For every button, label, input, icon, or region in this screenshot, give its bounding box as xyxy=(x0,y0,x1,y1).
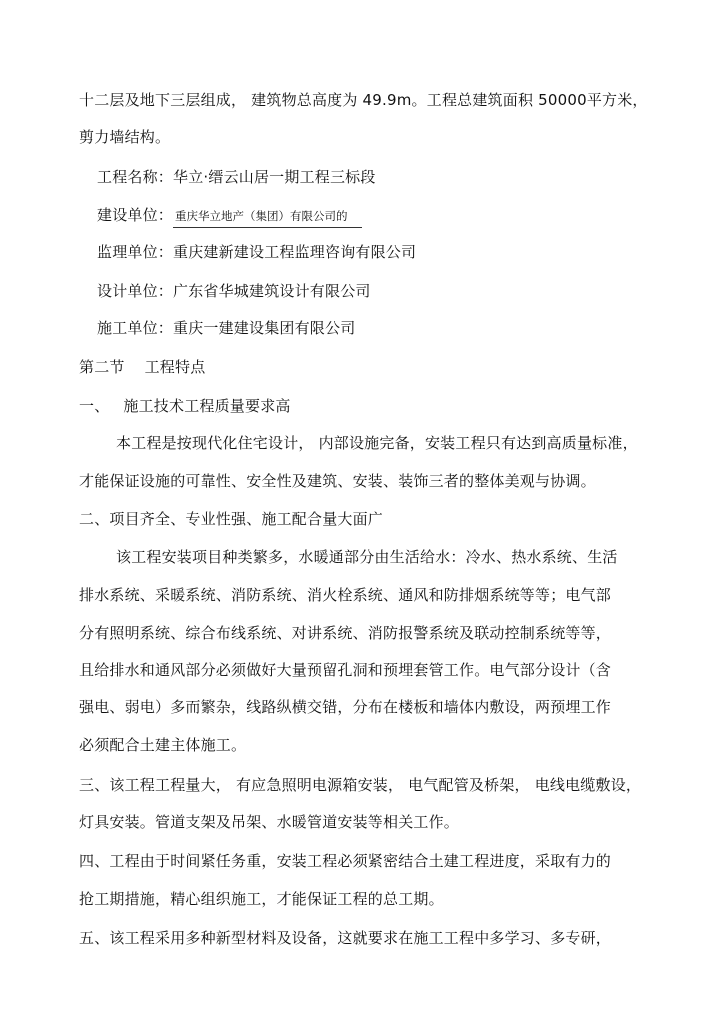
item-heading: 二、项目齐全、专业性强、施工配合量大面广 xyxy=(79,510,384,528)
paragraph-line: 分有照明系统、综合布线系统、对讲系统、消防报警系统及联动控制系统等等， xyxy=(79,624,612,642)
item-heading: 四、工程由于时间紧任务重，安装工程必须紧密结合土建工程进度，采取有力的 xyxy=(79,852,612,870)
project-name-line: 工程名称：华立·缙云山居一期工程三标段 xyxy=(97,168,376,186)
paragraph-line: 剪力墙结构。 xyxy=(79,128,171,146)
designer-line: 设计单位：广东省华城建筑设计有限公司 xyxy=(97,282,371,300)
paragraph-line: 抢工期措施，精心组织施工，才能保证工程的总工期。 xyxy=(79,890,444,908)
paragraph-line: 本工程是按现代化住宅设计， 内部设施完备，安装工程只有达到高质量标准， xyxy=(116,434,638,452)
item-heading: 三、该工程工程量大， 有应急照明电源箱安装， 电气配管及桥架， 电线电缆敷设， xyxy=(79,776,642,794)
builder-label: 建设单位： xyxy=(97,206,174,224)
paragraph-line: 灯具安装。管道支架及吊架、水暖管道安装等相关工作。 xyxy=(79,813,460,831)
paragraph-line: 且给排水和通风部分必须做好大量预留孔洞和预埋套管工作。电气部分设计（含 xyxy=(79,661,612,679)
section-title: 工程特点 xyxy=(144,358,206,376)
paragraph-line: 该工程安装项目种类繁多，水暖通部分由生活给水：冷水、热水系统、生活 xyxy=(116,548,618,566)
item-title: 施工技术工程质量要求高 xyxy=(123,397,291,415)
section-number: 第二节 xyxy=(79,358,125,376)
paragraph-line: 十二层及地下三层组成， 建筑物总高度为 49.9m。工程总建筑面积 50000平方米， xyxy=(79,91,648,109)
paragraph-line: 排水系统、采暖系统、消防系统、消火栓系统、通风和防排烟系统等等；电气部 xyxy=(79,586,612,604)
item-heading xyxy=(79,396,291,416)
item-number: 一、 xyxy=(79,397,110,415)
section-heading xyxy=(79,357,205,377)
paragraph-line: 强电、弱电）多而繁杂，线路纵横交错，分布在楼板和墙体内敷设，两预埋工作 xyxy=(79,698,612,716)
paragraph-line: 才能保证设施的可靠性、安全性及建筑、安装、装饰三者的整体美观与协调。 xyxy=(79,472,596,490)
builder-value: 重庆华立地产（集团）有限公司的 xyxy=(173,206,362,228)
contractor-line: 施工单位：重庆一建建设集团有限公司 xyxy=(97,319,356,337)
item-heading: 五、该工程采用多种新型材料及设备，这就要求在施工工程中多学习、多专研， xyxy=(79,929,612,947)
supervisor-line: 监理单位：重庆建新建设工程监理咨询有限公司 xyxy=(97,243,417,261)
builder-line xyxy=(97,205,362,228)
paragraph-line: 必须配合土建主体施工。 xyxy=(79,736,247,754)
